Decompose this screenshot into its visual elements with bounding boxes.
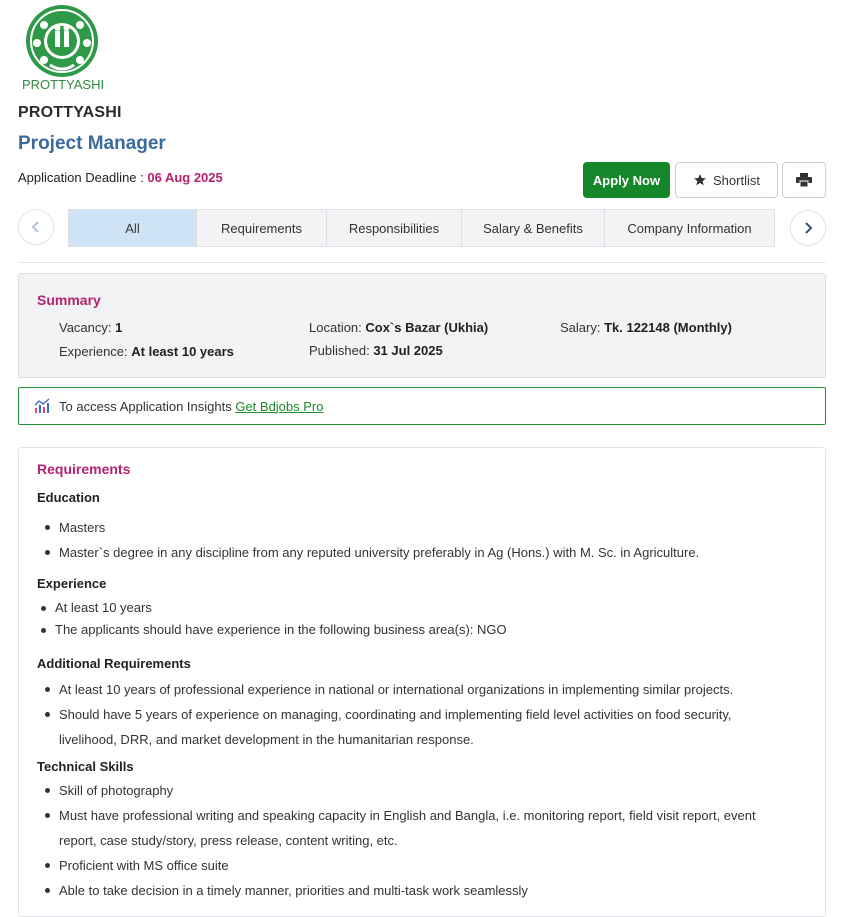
education-list [59, 515, 789, 565]
application-deadline [18, 170, 223, 185]
list-item: Skill of photography [59, 778, 789, 803]
list-item: Masters [59, 515, 789, 540]
list-item: Must have professional writing and speaking capacity in English and Bangla, i.e. monitoring report, field visit report, event report, case study/story, press release, content writing, etc. [59, 803, 789, 853]
vacancy-value: 1 [115, 320, 123, 335]
job-title: Project Manager [18, 133, 166, 154]
summary-location [309, 320, 488, 335]
shortlist-label: Shortlist [713, 172, 760, 188]
experience-label: Experience: [59, 344, 132, 359]
technical-skills-list [59, 778, 789, 903]
location-label: Location: [309, 320, 366, 335]
experience-list [55, 597, 785, 641]
tabs-divider [18, 262, 826, 263]
list-item: Should have 5 years of experience on managing, coordinating and implementing field level activities on food security, livelihood, DRR, and market development in the humanitarian response. [59, 702, 789, 752]
chevron-right-icon [803, 222, 813, 234]
location-value: Cox`s Bazar (Ukhia) [365, 320, 489, 335]
list-item: At least 10 years [55, 597, 785, 619]
experience-value: At least 10 years [131, 344, 234, 359]
tab-responsibilities[interactable]: Responsibilities [327, 209, 462, 247]
tabs-scroll-left-button[interactable] [18, 209, 54, 245]
list-item: Master`s degree in any discipline from any reputed university preferably in Ag (Hons.) with M. Sc. in Agriculture. [59, 540, 789, 565]
shortlist-button[interactable] [675, 162, 778, 198]
company-logo [22, 3, 104, 93]
star-icon [693, 173, 707, 187]
salary-label: Salary: [560, 320, 605, 335]
list-item: Able to take decision in a timely manner, priorities and multi-task work seamlessly [59, 878, 789, 903]
summary-panel [18, 273, 826, 378]
section-tabs [68, 209, 775, 247]
summary-vacancy [59, 320, 122, 335]
tab-all[interactable]: All [68, 209, 197, 247]
vacancy-label: Vacancy: [59, 320, 116, 335]
summary-salary [560, 320, 732, 335]
requirements-panel [18, 447, 826, 917]
insights-text [59, 399, 323, 414]
summary-published [309, 343, 443, 358]
logo-text: PROTTYASHI [22, 77, 105, 92]
summary-experience [59, 344, 234, 359]
additional-requirements-heading: Additional Requirements [37, 656, 191, 671]
insights-label: To access Application Insights [59, 398, 236, 414]
print-button[interactable] [782, 162, 826, 198]
salary-value: Tk. 122148 (Monthly) [604, 320, 732, 335]
chevron-left-icon [31, 221, 41, 233]
analytics-chart-icon [34, 398, 50, 414]
experience-heading: Experience [37, 576, 107, 591]
printer-icon [796, 173, 812, 187]
get-bdjobs-pro-link[interactable]: Get Bdjobs Pro [235, 398, 324, 414]
tab-salary-benefits[interactable]: Salary & Benefits [462, 209, 605, 247]
apply-now-button[interactable]: Apply Now [583, 162, 670, 198]
deadline-date: 06 Aug 2025 [147, 170, 223, 185]
summary-heading: Summary [37, 292, 101, 308]
list-item: At least 10 years of professional experience in national or international organizations in implementing similar projects. [59, 677, 789, 702]
additional-requirements-list [59, 677, 789, 752]
list-item: Proficient with MS office suite [59, 853, 789, 878]
requirements-heading: Requirements [37, 461, 131, 477]
application-insights-banner [18, 387, 826, 425]
technical-skills-heading: Technical Skills [37, 759, 134, 774]
deadline-label: Application Deadline : [18, 170, 148, 185]
tabs-scroll-right-button[interactable] [790, 210, 826, 246]
tab-requirements[interactable]: Requirements [197, 209, 327, 247]
education-heading: Education [37, 490, 100, 505]
company-name: PROTTYASHI [18, 104, 122, 121]
published-value: 31 Jul 2025 [373, 343, 443, 358]
published-label: Published: [309, 343, 374, 358]
list-item: The applicants should have experience in the following business area(s): NGO [55, 619, 785, 641]
tab-company-information[interactable]: Company Information [605, 209, 775, 247]
